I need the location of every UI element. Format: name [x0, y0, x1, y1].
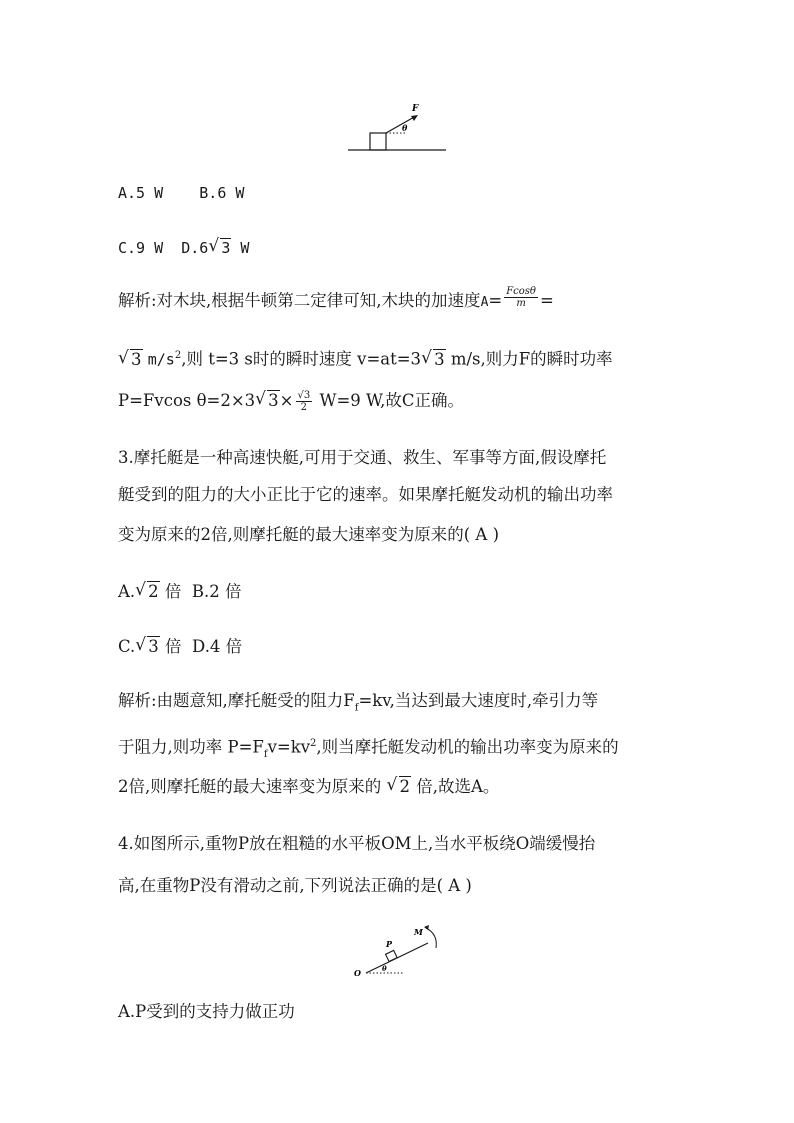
- sqrt-symbol: [209, 237, 231, 259]
- q2-solution-text-2: ,则 t=3 s时的瞬时速度 v=at=3: [181, 349, 422, 369]
- q3-question-line-1: 3.摩托艇是一种高速快艇,可用于交通、救生、军事等方面,假设摩托: [118, 448, 607, 467]
- q3-solution-text-1: 解析:由题意知,摩托艇受的阻力F: [118, 691, 355, 710]
- force-label: F: [412, 104, 419, 114]
- q3-option-c-suffix: 倍: [165, 637, 182, 656]
- superscript: 2: [310, 738, 317, 749]
- acceleration-symbol: A: [480, 295, 489, 310]
- q3-solution-radicand: 2: [399, 777, 410, 796]
- subscript: f: [354, 702, 359, 714]
- fraction-denominator: m: [516, 298, 526, 309]
- q4-question-line-2: 高,在重物P没有滑动之前,下列说法正确的是( A ): [118, 876, 472, 895]
- q3-question-line-3: 变为原来的2倍,则摩托艇的最大速率变为原来的( A ): [118, 525, 500, 544]
- q2-option-a: A.5 W: [118, 184, 164, 202]
- sqrt-symbol: [136, 636, 160, 658]
- q3-solution-text-2: =kv,当达到最大速度时,牵引力等: [358, 691, 599, 710]
- sqrt-symbol: [119, 349, 143, 371]
- times-sign: ×: [279, 391, 294, 410]
- q3-options-row-2: [118, 636, 242, 658]
- q2-option-b: B.6 W: [199, 184, 245, 202]
- q4-question-line-1: 4.如图所示,重物P放在粗糙的水平板OM上,当水平板绕O端缓慢抬: [118, 834, 596, 853]
- radicand-3: 3: [268, 391, 279, 410]
- sqrt-symbol: [136, 581, 160, 603]
- q3-option-d: D.4 倍: [192, 637, 243, 656]
- q3-solution-text-5: ,则当摩托艇发动机的输出功率变为原来的: [316, 737, 619, 757]
- q3-solution-text-7: 倍,故选A。: [416, 777, 500, 796]
- block-force-diagram: [340, 95, 450, 157]
- cos-fraction: [296, 390, 313, 413]
- q2-options-row-1: [118, 182, 244, 204]
- q2-solution-text-1: 解析:对木块,根据牛顿第二定律可知,木块的加速度: [118, 291, 481, 310]
- fraction-numerator: Fcosθ: [506, 286, 536, 297]
- q3-solution-text-3: 于阻力,则功率 P=F: [118, 737, 264, 757]
- q2-options-row-2: [118, 237, 249, 259]
- q3-option-a-radicand: 2: [148, 582, 159, 601]
- q3-solution-text-4: v=kv: [267, 737, 311, 757]
- sqrt-symbol: [388, 776, 412, 798]
- sqrt-symbol: [256, 390, 280, 412]
- sqrt-symbol: [422, 349, 446, 371]
- q4-option-a: A.P受到的支持力做正功: [118, 1002, 295, 1021]
- q3-solution-line-2: [118, 733, 619, 766]
- q2-solution-text-4: P=Fvcos θ=2×3: [118, 391, 256, 410]
- q3-option-c-radicand: 3: [148, 637, 159, 656]
- weight-p: [386, 950, 398, 961]
- unit-text: m/s: [147, 350, 175, 369]
- unit-exponent: 2: [174, 350, 182, 361]
- inclined-board-diagram: [348, 918, 448, 980]
- p-label: P: [386, 939, 393, 949]
- q2-solution-text-5: W=9 W,故C正确。: [319, 391, 464, 410]
- equals-sign: =: [488, 291, 503, 310]
- fraction-denominator: 2: [300, 402, 308, 413]
- q2-option-c: C.9 W: [118, 239, 164, 257]
- q2-solution-line-1: [118, 286, 554, 314]
- q3-option-a-suffix: 倍: [164, 582, 182, 601]
- q2-option-d-unit: W: [240, 239, 250, 257]
- angle-label: θ: [402, 123, 408, 133]
- radicand-2: 3: [434, 349, 445, 369]
- m-label: M: [414, 927, 423, 937]
- radicand: 3: [131, 349, 142, 369]
- fraction-numerator: √3: [297, 390, 311, 401]
- rotation-arc: [426, 928, 436, 948]
- acceleration-fraction: [504, 286, 538, 309]
- force-arrow: [386, 116, 416, 133]
- q2-option-d-prefix: D.6: [181, 239, 209, 257]
- q2-solution-line-2: [118, 345, 613, 371]
- q3-solution-line-3: [118, 776, 499, 798]
- equals-sign-end: =: [539, 291, 554, 310]
- q3-option-a-prefix: A.: [118, 582, 136, 601]
- q3-option-b: B.2 倍: [191, 582, 242, 601]
- wooden-block: [370, 133, 386, 150]
- q2-solution-line-3: [118, 390, 464, 413]
- q3-solution-line-1: [118, 690, 598, 719]
- q2-solution-text-3: m/s,则力F的瞬时功率: [450, 349, 613, 369]
- q3-option-c-prefix: C.: [118, 637, 136, 656]
- q3-solution-text-6: 2倍,则摩托艇的最大速率变为原来的: [118, 777, 382, 796]
- q2-option-d-radicand: 3: [221, 239, 231, 257]
- q3-question-line-2: 艇受到的阻力的大小正比于它的速率。如果摩托艇发动机的输出功率: [118, 485, 613, 504]
- q3-options-row-1: [118, 581, 242, 603]
- subscript: f: [263, 748, 268, 760]
- angle-label: θ: [382, 964, 387, 973]
- o-label: O: [354, 968, 361, 978]
